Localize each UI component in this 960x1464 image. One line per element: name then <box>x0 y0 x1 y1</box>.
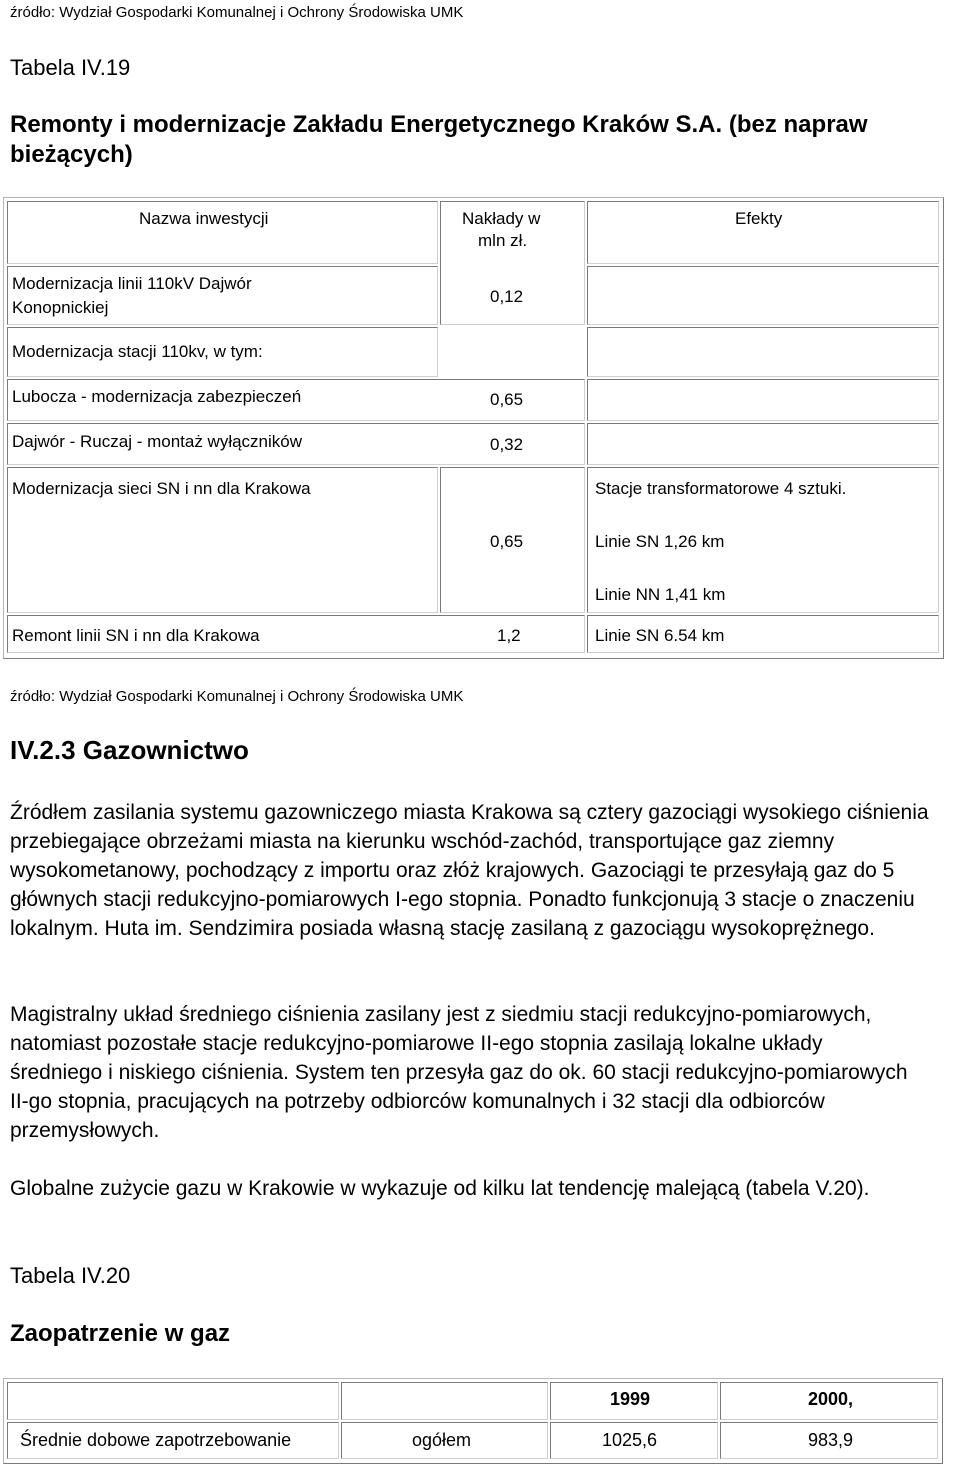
row5-name: Modernizacja sieci SN i nn dla Krakowa <box>12 479 311 498</box>
paragraph-3: Globalne zużycie gazu w Krakowie w wykazuje od kilku lat tendencję malejącą (tabela V.20). <box>10 1177 870 1200</box>
table-cell <box>587 423 939 465</box>
header-effects: Efekty <box>735 209 783 228</box>
header-name: Nazwa inwestycji <box>139 209 269 228</box>
row4-name: Dajwór - Ruczaj - montaż wyłączników <box>12 432 303 451</box>
paragraph-2: Magistralny układ średniego ciśnienia zasilany jest z siedmiu stacji redukcyjno-pomiarowych, natomiast pozostałe stacje redukcyjno-pomiarowe II-ego stopnia zasilają lokalne układy średniego i niskiego ciśnienia. System ten przesyła gaz do ok. 60 stacji redukcyjno-pomiarowych II-go stopnia, pracujących na potrzeby odbiorców komunalnych i 32 stacji dla odbiorców przemysłowych. <box>10 1003 908 1142</box>
header-cell <box>7 1382 339 1420</box>
row3-cost: 0,65 <box>490 390 524 409</box>
row5-effect2: Linie SN 1,26 km <box>595 532 725 551</box>
table-caption: Tabela IV.19 <box>10 55 131 80</box>
table20-caption: Tabela IV.20 <box>10 1263 131 1288</box>
header-cell <box>341 1382 548 1420</box>
row6-effect: Linie SN 6.54 km <box>595 626 725 645</box>
table-title-line2: bieżących) <box>10 141 133 168</box>
row1-name-line1: Modernizacja linii 110kV Dajwór <box>12 274 252 293</box>
header-cost-line1: Nakłady w <box>462 209 541 228</box>
table-cell <box>587 379 939 421</box>
row1-cost: 0,12 <box>490 287 524 306</box>
row6-cost: 1,2 <box>497 626 521 645</box>
row5-cost: 0,65 <box>490 532 524 551</box>
row-label: Średnie dobowe zapotrzebowanie <box>20 1430 292 1450</box>
row5-effect3: Linie NN 1,41 km <box>595 585 726 604</box>
row-sub: ogółem <box>412 1430 472 1450</box>
header-2000: 2000, <box>808 1389 854 1409</box>
row-1999: 1025,6 <box>602 1430 658 1450</box>
table20-title: Zaopatrzenie w gaz <box>10 1320 231 1347</box>
row4-cost: 0,32 <box>490 435 524 454</box>
row-2000: 983,9 <box>808 1430 854 1450</box>
table-cell <box>587 266 939 325</box>
header-1999: 1999 <box>610 1389 651 1409</box>
table-title-line1: Remonty i modernizacje Zakładu Energetycznego Kraków S.A. (bez napraw <box>10 111 868 138</box>
source-note-mid: źródło: Wydział Gospodarki Komunalnej i Ochrony Środowiska UMK <box>10 688 464 705</box>
source-note-top: źródło: Wydział Gospodarki Komunalnej i Ochrony Środowiska UMK <box>10 4 464 21</box>
row1-name-line2: Konopnickiej <box>12 298 109 317</box>
table-cell <box>587 327 939 377</box>
row5-effect1: Stacje transformatorowe 4 sztuki. <box>595 479 847 498</box>
paragraph-1: Źródłem zasilania systemu gazowniczego miasta Krakowa są cztery gazociągi wysokiego ciśnienia przebiegające obrzeżami miasta na kierunku wschód-zachód, transportujące gaz ziemny wysokometanowy, pochodzący z importu oraz złóż krajowych. Gazociągi te przesyłają gaz do 5 głównych stacji redukcyjno-pomiarowych I-ego stopnia. Ponadto funkcjonują 3 stacje o znaczeniu lokalnym. Huta im. Sendzimira posiada własną stację zasilaną z gazociągu wysokoprężnego. <box>10 801 929 940</box>
row6-name: Remont linii SN i nn dla Krakowa <box>12 626 260 645</box>
row3-name: Lubocza - modernizacja zabezpieczeń <box>12 387 302 406</box>
header-cost-line2: mln zł. <box>478 231 528 250</box>
section-heading: IV.2.3 Gazownictwo <box>10 735 249 765</box>
row2-name: Modernizacja stacji 110kv, w tym: <box>12 342 263 361</box>
